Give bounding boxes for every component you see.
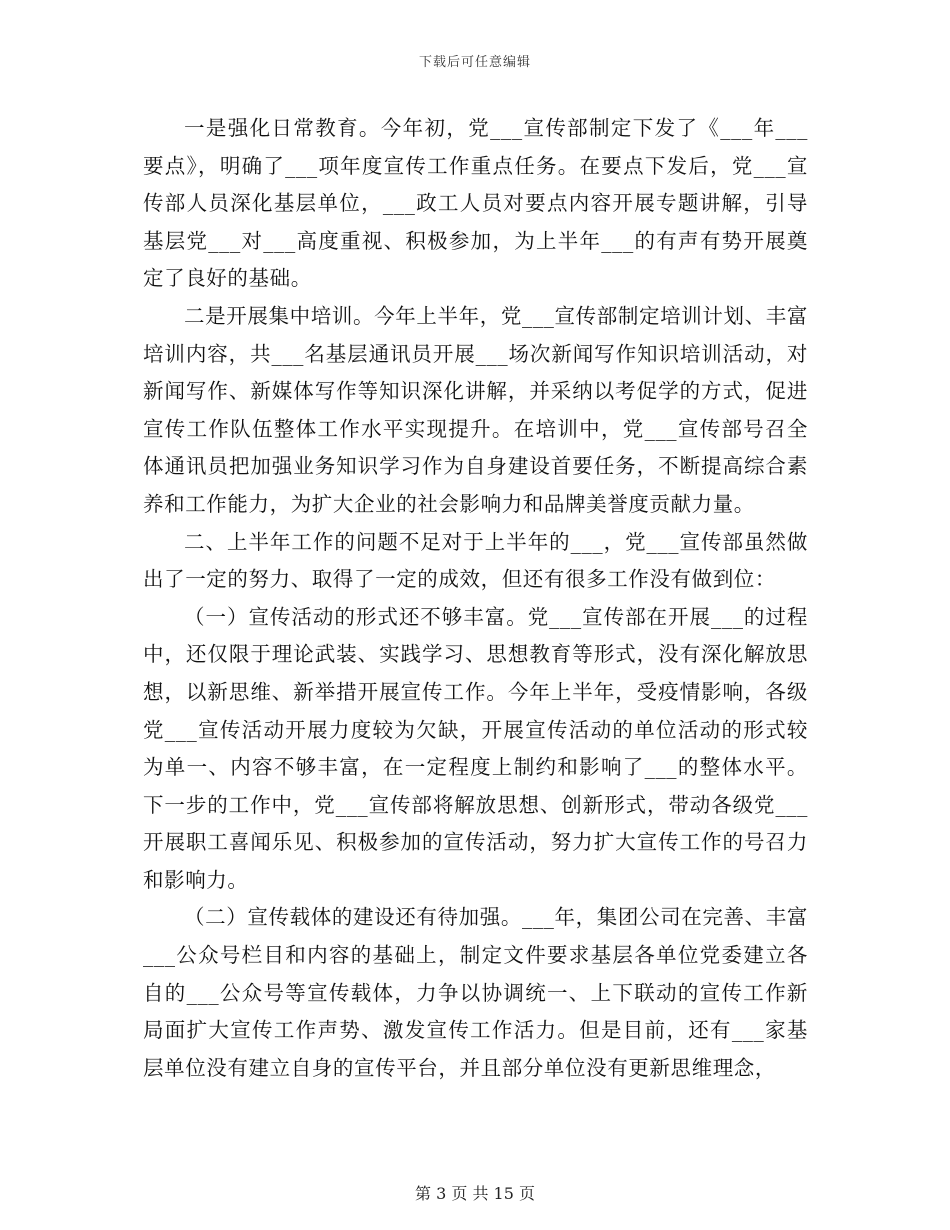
paragraph-daily-education: 一是强化日常教育。今年初，党___宣传部制定下发了《___年___要点》，明确了___项年度宣传工作重点任务。在要点下发后，党___宣传部人员深化基层单位，___政工人员对要点内容开展专题讲解，引导基层党___对___高度重视、积极参加，为上半年___的有声有势开展奠定了良好的基础。 <box>143 116 808 291</box>
page-header-note: 下载后可任意编辑 <box>418 55 531 70</box>
paragraph-problems-heading: 二、上半年工作的问题不足对于上半年的___，党___宣传部虽然做出了一定的努力、取得了一定的成效，但还有很多工作没有做到位： <box>143 529 808 592</box>
page-number-footer: 第 3 页 共 15 页 <box>415 1184 535 1203</box>
paragraph-centralized-training: 二是开展集中培训。今年上半年，党___宣传部制定培训计划、丰富培训内容，共___名基层通讯员开展___场次新闻写作知识培训活动，对新闻写作、新媒体写作等知识深化讲解，并采纳以考促学的方式，促进宣传工作队伍整体工作水平实现提升。在培训中，党___宣传部号召全体通讯员把加强业务知识学习作为自身建设首要任务，不断提高综合素养和工作能力，为扩大企业的社会影响力和品牌美誉度贡献力量。 <box>143 303 808 516</box>
paragraph-carrier-construction: （二）宣传载体的建设还有待加强。___年，集团公司在完善、丰富___公众号栏目和内容的基础上，制定文件要求基层各单位党委建立各自的___公众号等宣传载体，力争以协调统一、上下联动的宣传工作新局面扩大宣传工作声势、激发宣传工作活力。但是目前，还有___家基层单位没有建立自身的宣传平台，并且部分单位没有更新思维理念， <box>143 905 808 1080</box>
document-body <box>143 110 808 1087</box>
paragraph-activity-forms: （一）宣传活动的形式还不够丰富。党___宣传部在开展___的过程中，还仅限于理论武装、实践学习、思想教育等形式，没有深化解放思想，以新思维、新举措开展宣传工作。今年上半年，受疫情影响，各级党___宣传活动开展力度较为欠缺，开展宣传活动的单位活动的形式较为单一、内容不够丰富，在一定程度上制约和影响了___的整体水平。下一步的工作中，党___宣传部将解放思想、创新形式，带动各级党___开展职工喜闻乐见、积极参加的宣传活动，努力扩大宣传工作的号召力和影响力。 <box>143 604 808 892</box>
